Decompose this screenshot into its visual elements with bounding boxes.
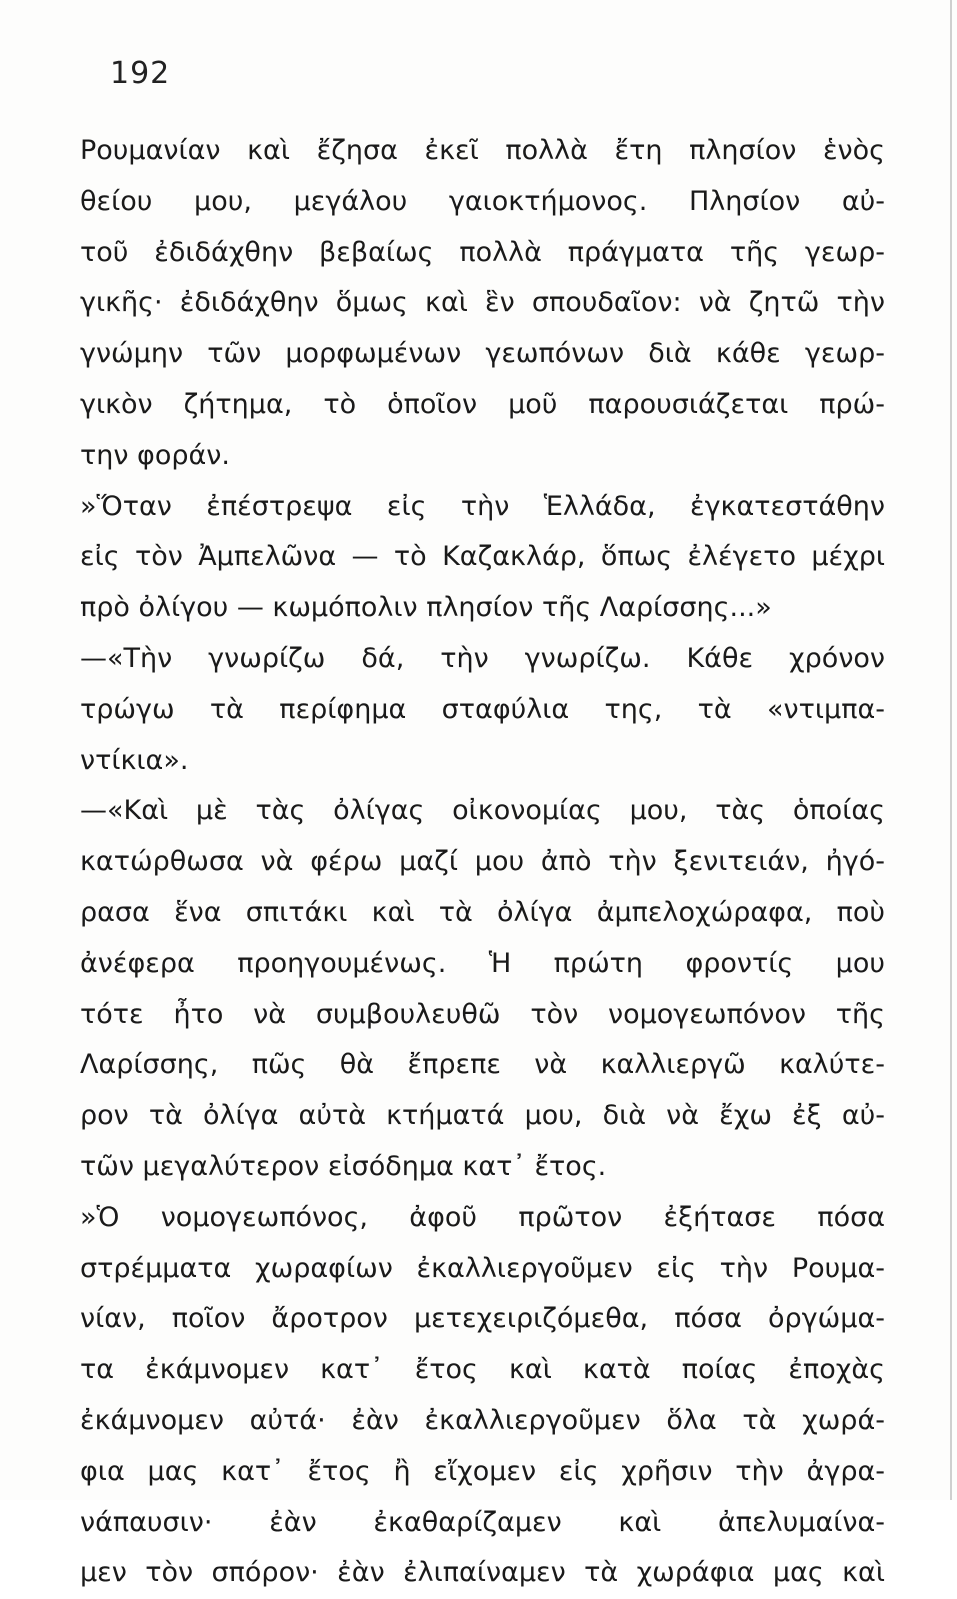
- text-line: μεν τὸν σπόρον· ἐὰν ἐλιπαίναμεν τὰ χωράφια μας καὶ: [80, 1557, 885, 1589]
- text-line: γνώμην τῶν μορφωμένων γεωπόνων διὰ κάθε γεωρ-: [80, 338, 885, 370]
- text-line: —«Τὴν γνωρίζω δά, τὴν γνωρίζω. Κάθε χρόνον: [80, 642, 885, 674]
- text-line: ἐκάμνομεν αὐτά· ἐὰν ἐκαλλιεργοῦμεν ὅλα τὰ χωρά-: [80, 1404, 885, 1436]
- text-line: τῶν μεγαλύτερον εἰσόδημα κατ᾽ ἔτος.: [80, 1150, 607, 1182]
- text-line: τρώγω τὰ περίφημα σταφύλια της, τὰ «ντιμπα-: [80, 693, 885, 725]
- text-line: στρέμματα χωραφίων ἐκαλλιεργοῦμεν εἰς τὴν Ρουμα-: [80, 1252, 885, 1284]
- page-edge-line: [950, 0, 952, 1500]
- text-line: κατώρθωσα νὰ φέρω μαζί μου ἀπὸ τὴν ξενιτειάν, ἠγό-: [80, 846, 885, 878]
- text-line: τότε ἦτο νὰ συμβουλευθῶ τὸν νομογεωπόνον τῆς: [80, 998, 885, 1030]
- body-text: [80, 126, 885, 1599]
- text-line: »Ὁ νομογεωπόνος, ἀφοῦ πρῶτον ἐξήτασε πόσα: [80, 1201, 885, 1233]
- text-line: την φοράν.: [80, 439, 230, 471]
- text-line: ντίκια».: [80, 744, 189, 776]
- text-line: τα ἐκάμνομεν κατ᾽ ἔτος καὶ κατὰ ποίας ἐποχὰς: [80, 1354, 885, 1386]
- text-line: τοῦ ἐδιδάχθην βεβαίως πολλὰ πράγματα τῆς γεωρ-: [80, 236, 885, 268]
- text-line: γικὸν ζήτημα, τὸ ὁποῖον μοῦ παρουσιάζεται πρώ-: [80, 388, 885, 420]
- text-line: »Ὅταν ἐπέστρεψα εἰς τὴν Ἑλλάδα, ἐγκατεστάθην: [80, 490, 885, 522]
- text-line: ἀνέφερα προηγουμένως. Ἡ πρώτη φροντίς μου: [80, 947, 885, 979]
- text-line: φια μας κατ᾽ ἔτος ἢ εἴχομεν εἰς χρῆσιν τὴν ἀγρα-: [80, 1455, 885, 1487]
- text-line: πρὸ ὀλίγου — κωμόπολιν πλησίον τῆς Λαρίσσης...»: [80, 592, 772, 624]
- text-line: νάπαυσιν· ἐὰν ἐκαθαρίζαμεν καὶ ἀπελυμαίνα-: [80, 1506, 885, 1538]
- text-line: Ρουμανίαν καὶ ἔζησα ἐκεῖ πολλὰ ἔτη πλησίον ἑνὸς: [80, 135, 885, 166]
- page-number: 192: [110, 56, 171, 91]
- text-line: γικῆς· ἐδιδάχθην ὅμως καὶ ἓν σπουδαῖον: νὰ ζητῶ τὴν: [80, 287, 885, 319]
- text-line: Λαρίσσης, πῶς θὰ ἔπρεπε νὰ καλλιεργῶ καλύτε-: [80, 1049, 885, 1081]
- text-line: θείου μου, μεγάλου γαιοκτήμονος. Πλησίον αὐ-: [80, 185, 885, 217]
- text-line: ρασα ἕνα σπιτάκι καὶ τὰ ὀλίγα ἀμπελοχώραφα, ποὺ: [80, 896, 885, 928]
- text-line: εἰς τὸν Ἀμπελῶνα — τὸ Καζακλάρ, ὅπως ἐλέγετο μέχρι: [80, 541, 885, 573]
- text-line: ρον τὰ ὀλίγα αὐτὰ κτήματά μου, διὰ νὰ ἔχω ἐξ αὐ-: [80, 1100, 885, 1132]
- text-line: νίαν, ποῖον ἄροτρον μετεχειριζόμεθα, πόσα ὀργώμα-: [80, 1303, 885, 1335]
- text-line: —«Καὶ μὲ τὰς ὀλίγας οἰκονομίας μου, τὰς ὁποίας: [80, 795, 885, 827]
